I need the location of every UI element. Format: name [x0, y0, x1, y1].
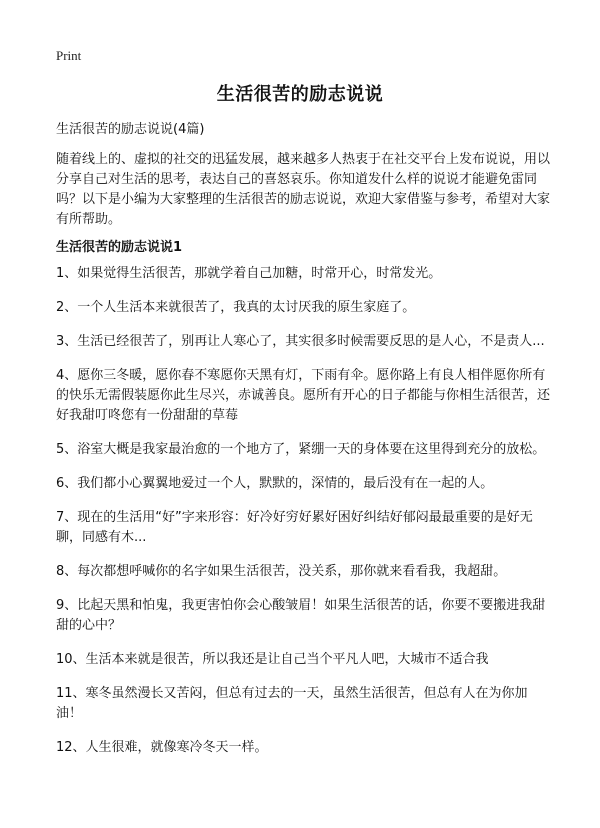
page-title: 生活很苦的励志说说	[216, 84, 384, 105]
list-item: 6、我们都小心翼翼地爱过一个人，默默的，深情的，最后没有在一起的人。	[56, 476, 494, 491]
list-item: 11、寒冬虽然漫长又苦闷，但总有过去的一天，虽然生活很苦，但总有人在为你加油！	[56, 686, 528, 721]
list-item: 1、如果觉得生活很苦，那就学着自己加糖，时常开心，时常发光。	[56, 266, 442, 281]
list-item: 8、每次都想呼喊你的名字如果生活很苦，没关系，那你就来看看我，我超甜。	[56, 564, 507, 579]
document-subtitle: 生活很苦的励志说说(4篇)	[56, 122, 205, 137]
list-item: 2、一个人生活本来就很苦了，我真的太讨厌我的原生家庭了。	[56, 300, 416, 315]
list-item: 10、生活本来就是很苦，所以我还是让自己当个平凡人吧，大城市不适合我	[56, 652, 489, 667]
intro-paragraph: 随着线上的、虚拟的社交的迅猛发展，越来越多人热衷于在社交平台上发布说说，用以分享自己对生活的思考，表达自己的喜怒哀乐。你知道发什么样的说说才能避免雷同吗？以下是小编为大家整理的生活很苦的励志说说，欢迎大家借鉴与参考，希望对大家有所帮助。	[56, 152, 551, 227]
list-item: 4、愿你三冬暖，愿你春不寒愿你天黑有灯，下雨有伞。愿你路上有良人相伴愿你所有的快乐无需假装愿你此生尽兴，赤诚善良。愿所有开心的日子都能与你相生活很苦，还好我甜叮咚您有一份甜甜的草莓	[56, 368, 551, 423]
print-link[interactable]: Print	[56, 48, 82, 63]
list-item: 12、人生很难，就像寒冷冬天一样。	[56, 740, 268, 755]
list-item: 3、生活已经很苦了，别再让人寒心了，其实很多时候需要反思的是人心，不是责人...	[56, 334, 545, 349]
quote-list	[56, 264, 552, 772]
section-heading: 生活很苦的励志说说1	[56, 240, 183, 255]
list-item: 5、浴室大概是我家最治愈的一个地方了，紧绷一天的身体要在这里得到充分的放松。	[56, 442, 546, 457]
list-item: 9、比起天黑和怕鬼，我更害怕你会心酸皱眉！如果生活很苦的话，你要不要搬进我甜甜的心中？	[56, 598, 546, 633]
list-item: 7、现在的生活用“好”字来形容：好冷好穷好累好困好纠结好郁闷最最重要的是好无聊，同感有木...	[56, 510, 533, 545]
